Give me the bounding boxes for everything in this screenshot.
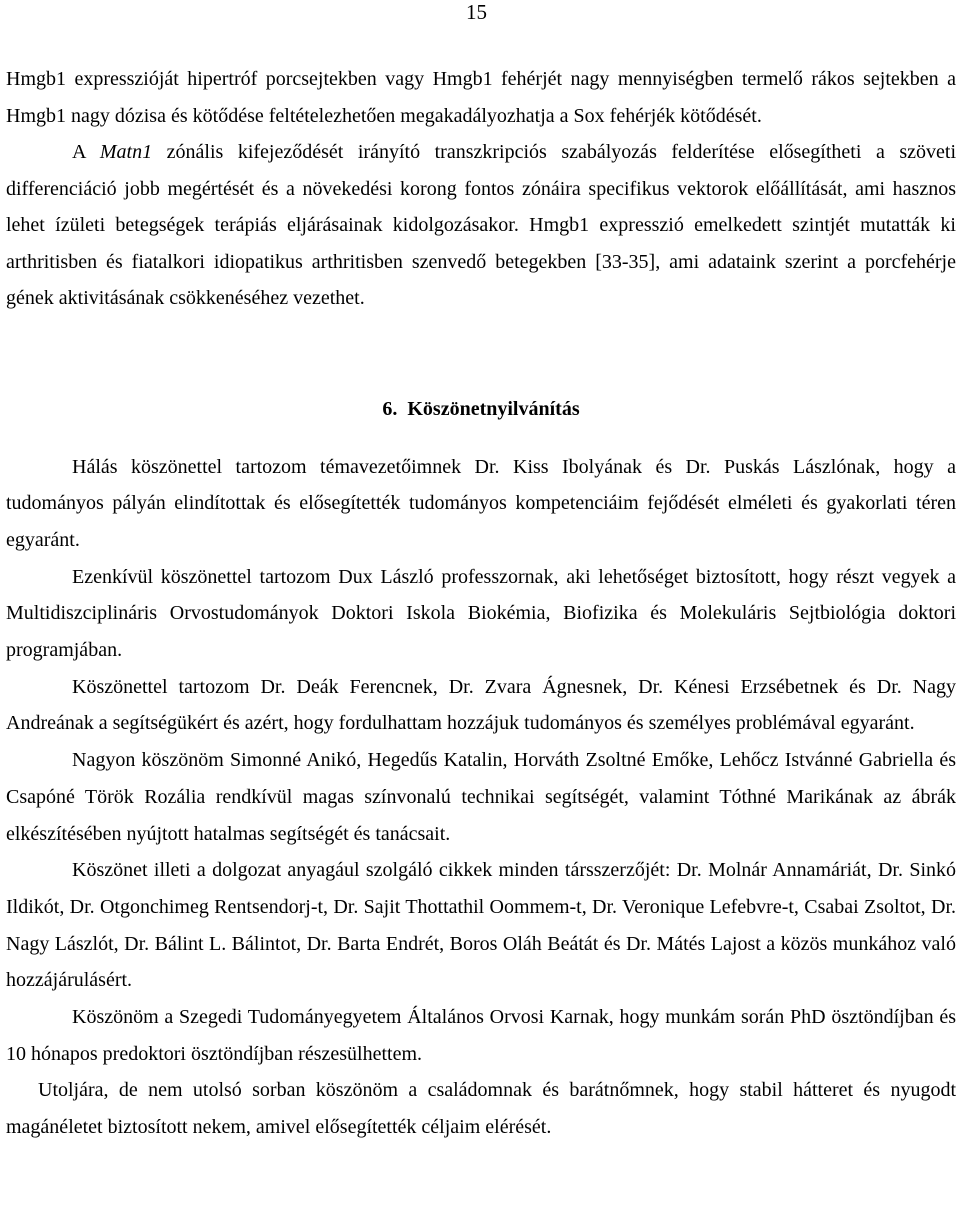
ack-technical-staff: Nagyon köszönöm Simonné Anikó, Hegedűs Katalin, Horváth Zsoltné Emőke, Lehőcz Istvánné Gabriella és Csapóné Török Rozália rendkívül magas színvonalú technikai segítségét, valamint Tóthné Marikának az ábrák elkészítésében nyújtott hatalmas segítségét és tanácsait. — [6, 749, 956, 845]
section-heading — [6, 391, 956, 427]
ack-colleagues: Köszönettel tartozom Dr. Deák Ferencnek, Dr. Zvara Ágnesnek, Dr. Kénesi Erzsébetnek és Dr. Nagy Andreának a segítségükért és azért, hogy fordulhattam hozzájuk tudományos és személyes problémával egyaránt. — [6, 675, 956, 735]
ack-coauthors: Köszönet illeti a dolgozat anyagául szolgáló cikkek minden társszerzőjét: Dr. Molnár Annamáriát, Dr. Sinkó Ildikót, Dr. Otgonchimeg Rentsendorj-t, Dr. Sajit Thottathil Oommem-t, Dr. Veronique Lefebvre-t, Csabai Zsoltot, Dr. Nagy Lászlót, Dr. Bálint L. Bálintot, Dr. Barta Endrét, Boros Oláh Beátát és Dr. Mátés Lajost a közös munkához való hozzájárulásért. — [6, 859, 956, 992]
ack-supervisors: Hálás köszönettel tartozom témavezetőimnek Dr. Kiss Ibolyának és Dr. Puskás Lászlónak, hogy a tudományos pályán elindítottak és elősegítették tudományos kompetenciáim fejődését elméleti és gyakorlati téren egyaránt. — [6, 455, 956, 551]
paragraph-matn1-body: zónális kifejeződését irányító transzkripciós szabályozás felderítése elősegítheti a szöveti differenciáció jobb megértését és a növekedési korong fontos zónáira specifikus vektorok előállítását, ami hasznos lehet ízületi betegségek terápiás eljárásainak kidolgozásakor. Hmgb1 expresszió emelkedett szintjét mutatták ki arthritisben és fiatalkori idiopatikus arthritisben szenvedő betegekben [33-35], ami adataink szerint a porcfehérje gének aktivitásának csökkenéséhez vezethet. — [6, 141, 957, 309]
paragraph-hmgb1-continuation: Hmgb1 expresszióját hipertróf porcsejtekben vagy Hmgb1 fehérjét nagy mennyiségben termelő rákos sejtekben a Hmgb1 nagy dózisa és kötődése feltételezhetően megakadályozhatja a Sox fehérjék kötődését. — [6, 68, 956, 127]
paragraph-matn1 — [6, 134, 956, 317]
ack-family: Utoljára, de nem utolsó sorban köszönöm a családomnak és barátnőmnek, hogy stabil hátteret és nyugodt magánéletet biztosított nekem, amivel elősegítették céljaim elérését. — [6, 1079, 956, 1139]
section-title: Köszönetnyilvánítás — [407, 397, 580, 420]
ack-university: Köszönöm a Szegedi Tudományegyetem Általános Orvosi Karnak, hogy munkám során PhD ösztöndíjban és 10 hónapos predoktori ösztöndíjban részesülhettem. — [6, 1006, 956, 1065]
document-body — [6, 61, 956, 1146]
gene-name-matn1: Matn1 — [99, 141, 153, 163]
paragraph-matn1-lead: A — [72, 141, 100, 163]
page-number: 15 — [466, 0, 487, 24]
section-number: 6. — [382, 397, 398, 420]
section-spacer — [6, 317, 956, 391]
ack-doctoral-school: Ezenkívül köszönettel tartozom Dux László professzornak, aki lehetőséget biztosított, hogy részt vegyek a Multidiszciplináris Orvostudományok Doktori Iskola Biokémia, Biofizika és Molekuláris Sejtbiológia doktori programjában. — [6, 565, 956, 662]
